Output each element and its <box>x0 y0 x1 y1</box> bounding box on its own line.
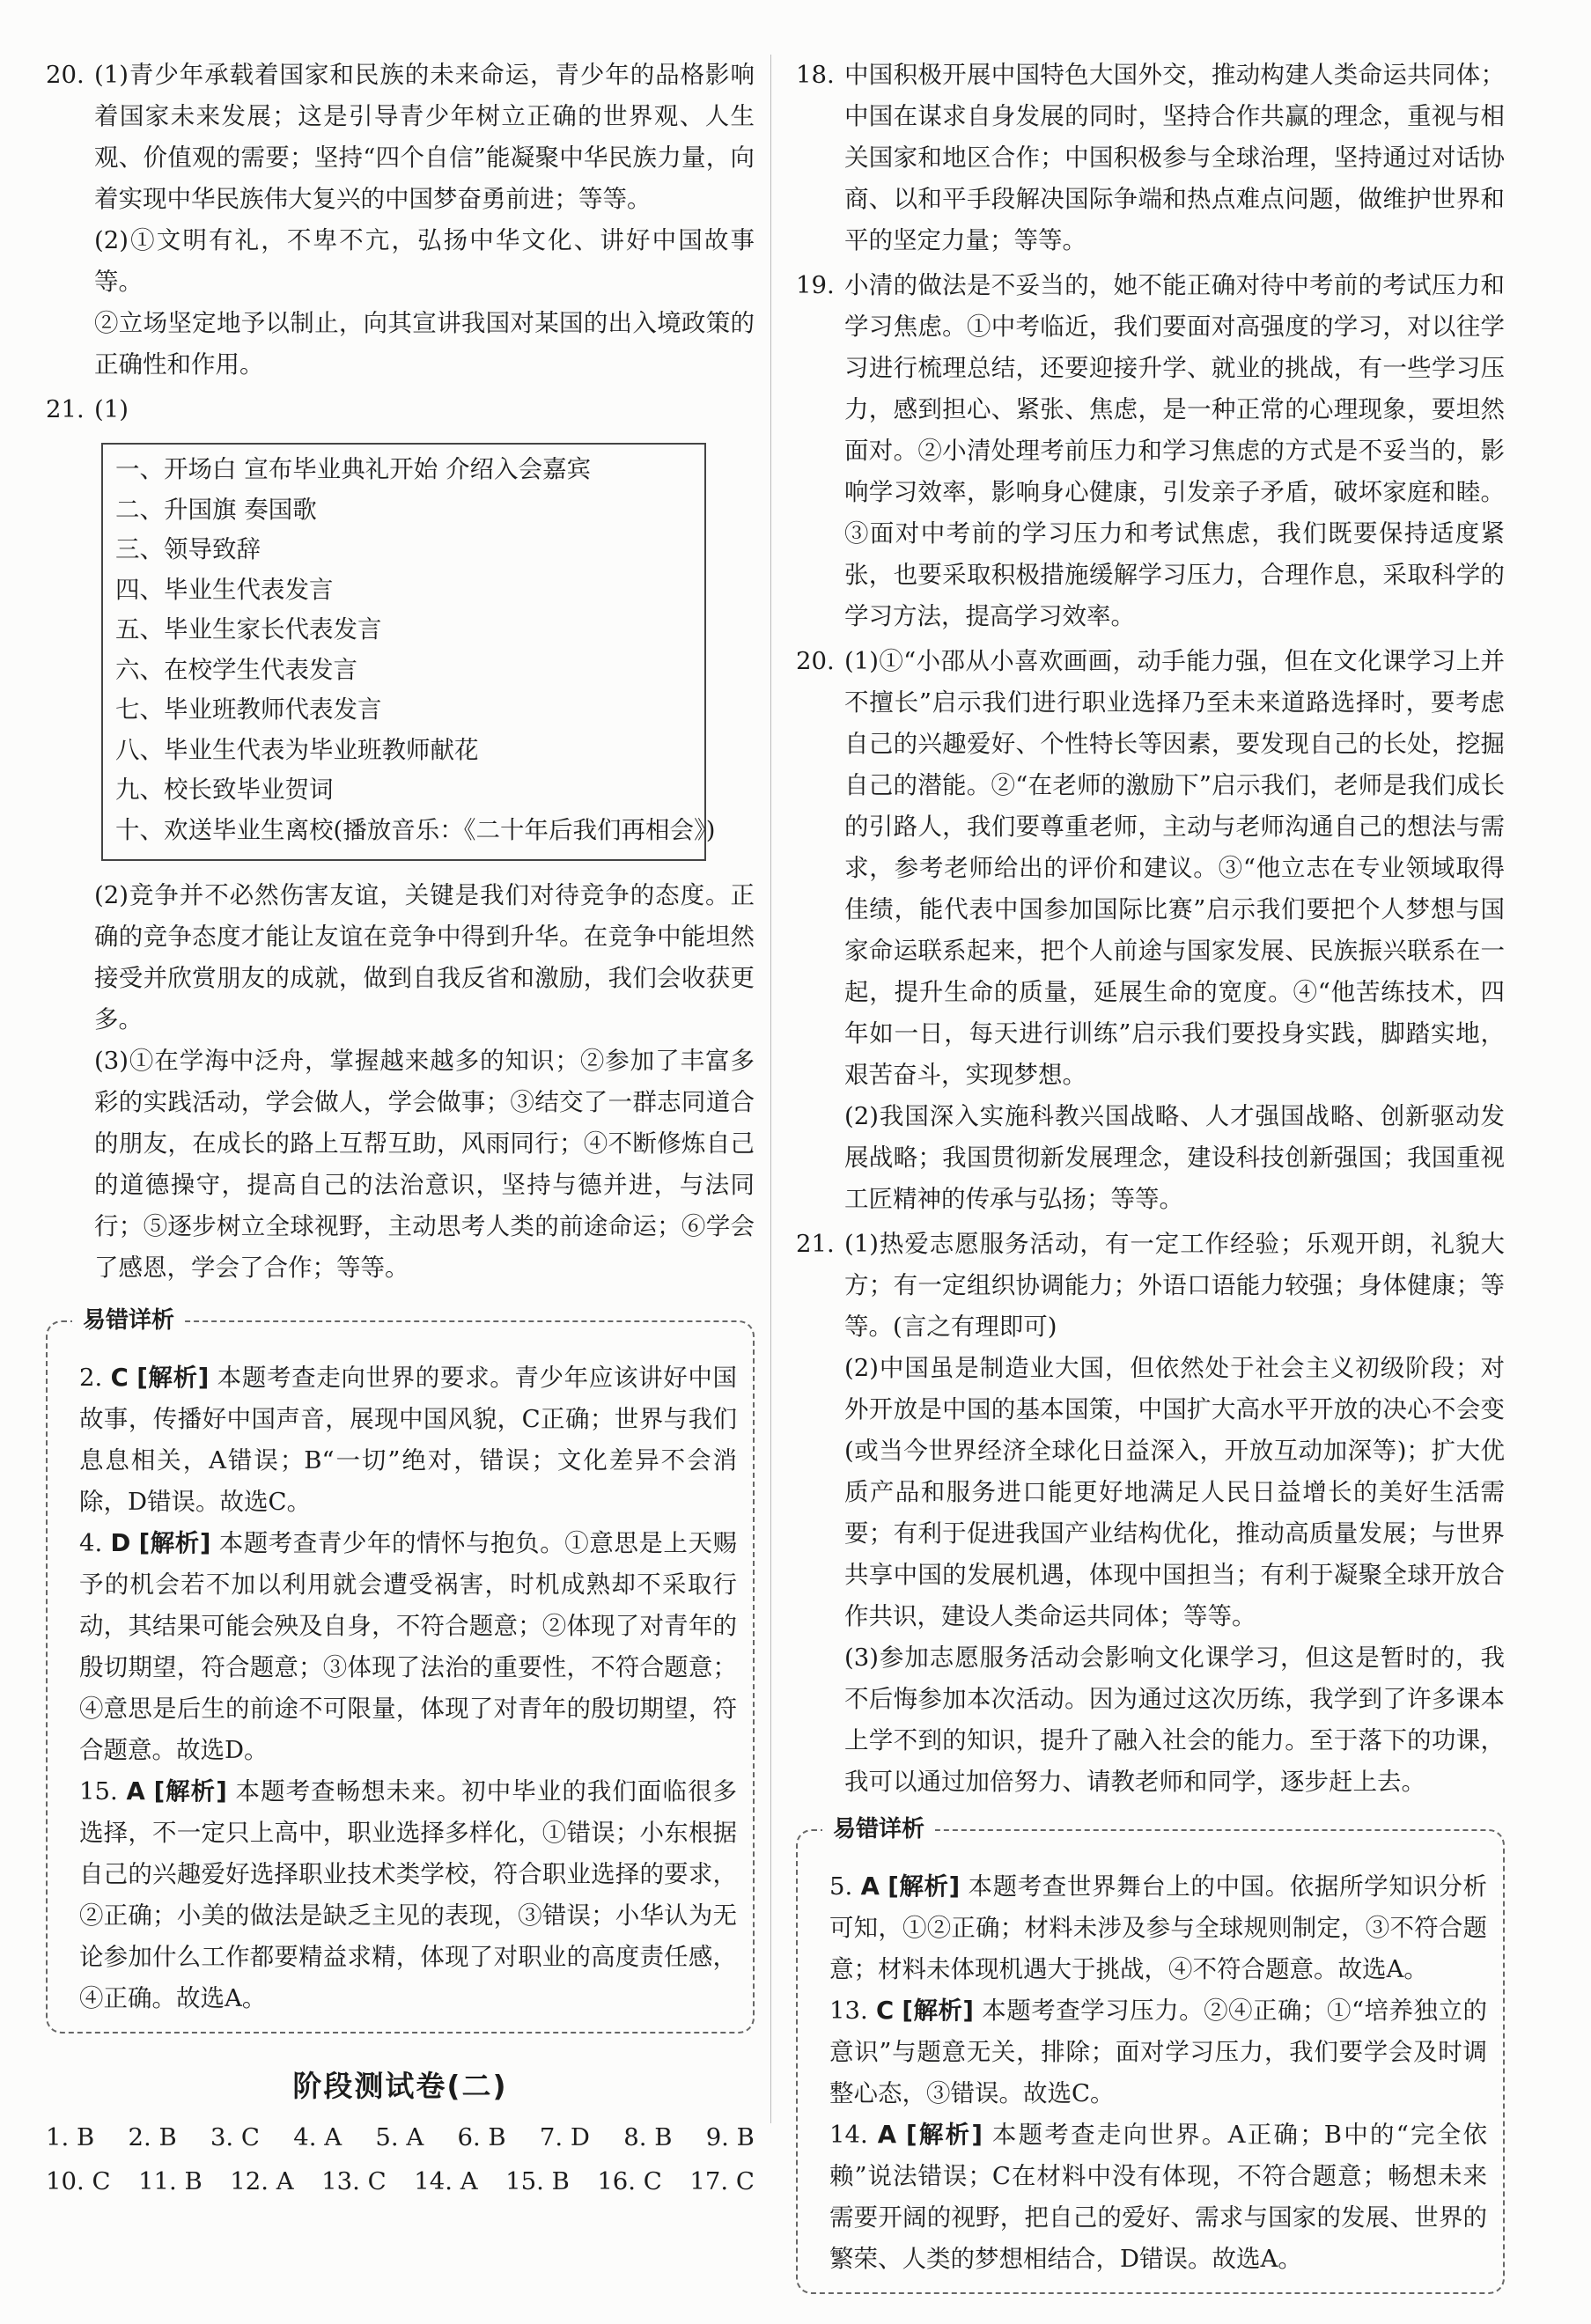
item-answer: D <box>110 1529 131 1557</box>
question-20-left <box>46 55 755 386</box>
program-item: 三、领导致辞 <box>115 535 261 563</box>
question-number: 20. <box>796 647 835 675</box>
program-item: 四、毕业生代表发言 <box>115 575 334 604</box>
answer-key-item: 15. B <box>505 2167 570 2195</box>
question-number: 20. <box>46 61 85 89</box>
answer-key-item: 16. C <box>597 2167 662 2195</box>
question-21-continued <box>46 875 755 1289</box>
question-20-right <box>796 641 1505 1220</box>
item-number: 5. <box>829 1872 853 1901</box>
answer-part-2: (2)我国深入实施科教兴国战略、人才强国战略、创新驱动发展战略；我国贯彻新发展理念，建设科技创新强国；我国重视工匠精神的传承与弘扬；等等。 <box>844 1102 1505 1213</box>
item-answer: A <box>126 1777 145 1806</box>
answer-key-item: 12. A <box>230 2167 294 2195</box>
question-21-left <box>46 389 755 430</box>
answer-key-item: 6. B <box>457 2123 506 2151</box>
answer-part-1-label: (1) <box>94 395 129 423</box>
answer-key-item: 1. B <box>46 2123 95 2151</box>
item-number: 4. <box>79 1529 103 1557</box>
item-text: 本题考查畅想未来。初中毕业的我们面临很多选择，不一定只上高中，职业选择多样化，①错误；小东根据自己的兴趣爱好选择职业技术类学校，符合职业选择的要求，②正确；小美的做法是缺乏主见的表现，③错误；小华认为无论参加什么工作都要精益求精，体现了对职业的高度责任感，④正确。故选A。 <box>79 1777 737 2012</box>
item-answer: A <box>877 2121 897 2149</box>
item-answer: C <box>875 1997 895 2025</box>
item-number: 13. <box>829 1997 868 2025</box>
answer-key-item: 11. B <box>138 2167 203 2195</box>
answer-key-item: 17. C <box>689 2167 755 2195</box>
answer-part-1: (1)青少年承载着国家和民族的未来命运，青少年的品格影响着国家未来发展；这是引导青少年树立正确的世界观、人生观、价值观的需要；坚持“四个自信”能凝聚中华民族力量，向着实现中华民族伟大复兴的中国梦奋勇前进；等等。 <box>94 61 755 213</box>
item-number: 14. <box>829 2121 868 2149</box>
analysis-tag: [解析] <box>136 1364 210 1392</box>
error-item <box>829 1866 1487 1990</box>
error-item <box>829 2114 1487 2280</box>
answer-part-2: (2)中国虽是制造业大国，但依然处于社会主义初级阶段；对外开放是中国的基本国策，中国扩大高水平开放的决心不会变(或当今世界经济全球化日益深入，开放互动加深等)；扩大优质产品和服务进口能更好地满足人民日益增长的美好生活需要；有利于促进我国产业结构优化，推动高质量发展；与世界共享中国的发展机遇，体现中国担当；有利于凝聚全球开放合作共识，建设人类命运共同体；等等。 <box>844 1354 1505 1630</box>
program-item: 二、升国旗 奏国歌 <box>115 495 317 524</box>
answer-key-item: 3. C <box>210 2123 260 2151</box>
answer-part-2: (2)①文明有礼，不卑不亢，弘扬中华文化、讲好中国故事等。 <box>94 226 755 296</box>
question-number: 21. <box>46 395 85 423</box>
question-18 <box>796 55 1505 261</box>
answer-part-3: (3)①在学海中泛舟，掌握越来越多的知识；②参加了丰富多彩的实践活动，学会做人，学会做事；③结交了一群志同道合的朋友，在成长的路上互帮互助，风雨同行；④不断修炼自己的道德操守，提高自己的法治意识，坚持与德并进，与法同行；⑤逐步树立全球视野，主动思考人类的前途命运；⑥学会了感恩，学会了合作；等等。 <box>94 1047 755 1282</box>
item-text: 本题考查学习压力。②④正确；①“培养独立的意识”与题意无关，排除；面对学习压力，我们要学会及时调整心态，③错误。故选C。 <box>829 1997 1487 2107</box>
analysis-tag: [解析] <box>902 1997 974 2025</box>
error-analysis-box-right <box>796 1816 1505 2294</box>
answer-part-1: (1)①“小邵从小喜欢画画，动手能力强，但在文化课学习上并不擅长”启示我们进行职业选择乃至未来道路选择时，要考虑自己的兴趣爱好、个性特长等因素，要发现自己的长处，挖掘自己的潜能。②“在老师的激励下”启示我们，老师是我们成长的引路人，我们要尊重老师，主动与老师沟通自己的想法与需求，参考老师给出的评价和建议。③“他立志在专业领域取得佳绩，能代表中国参加国际比赛”启示我们要把个人梦想与国家命运联系起来，把个人前途与国家发展、民族振兴联系在一起，提升生命的质量，延展生命的宽度。④“他苦练技术，四年如一日，每天进行训练”启示我们要投身实践，脚踏实地，艰苦奋斗，实现梦想。 <box>844 647 1505 1089</box>
answer-key-item: 5. A <box>375 2123 424 2151</box>
answer-key-item: 14. A <box>414 2167 478 2195</box>
error-item <box>829 1990 1487 2114</box>
error-analysis-box-left <box>46 1307 755 2034</box>
error-analysis-title: 易错详析 <box>72 1305 185 1335</box>
left-column <box>46 55 755 2203</box>
question-21-right <box>796 1224 1505 1803</box>
program-item: 十、欢送毕业生离校(播放音乐：《二十年后我们再相会》) <box>115 815 716 844</box>
answer-text: 中国积极开展中国特色大国外交，推动构建人类命运共同体；中国在谋求自身发展的同时，坚持合作共赢的理念，重视与相关国家和地区合作；中国积极参与全球治理，坚持通过对话协商、以和平手段解决国际争端和热点难点问题，做维护世界和平的坚定力量；等等。 <box>844 61 1505 254</box>
ceremony-program-box <box>101 443 716 861</box>
right-column <box>796 55 1505 2324</box>
answer-part-3: (3)参加志愿服务活动会影响文化课学习，但这是暂时的，我不后悔参加本次活动。因为通过这次历练，我学到了许多课本上学不到的知识，提升了融入社会的能力。至于落下的功课，我可以通过加倍努力、请教老师和同学，逐步赶上去。 <box>844 1644 1505 1796</box>
item-text: 本题考查走向世界。A正确；B中的“完全依赖”说法错误；C在材料中没有体现，不符合题意；畅想未来需要开阔的视野，把自己的爱好、需求与国家的发展、世界的繁荣、人类的梦想相结合，D错误。故选A。 <box>829 2121 1488 2273</box>
answer-key-item: 2. B <box>128 2123 177 2151</box>
program-item: 一、开场白 宣布毕业典礼开始 介绍入会嘉宾 <box>115 455 591 483</box>
section-title: 阶段测试卷(二) <box>292 2069 508 2103</box>
item-text: 本题考查走向世界的要求。青少年应该讲好中国故事，传播好中国声音，展现中国风貌，C正确；世界与我们息息相关，A错误；B“一切”绝对，错误；文化差异不会消除，D错误。故选C。 <box>79 1364 737 1516</box>
answer-key-row-1 <box>46 2115 755 2159</box>
answer-key-item: 8. B <box>623 2123 673 2151</box>
program-item: 七、毕业班教师代表发言 <box>115 695 382 724</box>
error-analysis-title: 易错详析 <box>822 1814 935 1844</box>
question-number: 21. <box>796 1230 835 1258</box>
program-item: 九、校长致毕业贺词 <box>115 776 334 804</box>
analysis-tag: [解析] <box>153 1777 227 1806</box>
answer-part-2b: ②立场坚定地予以制止，向其宣讲我国对某国的出入境政策的正确性和作用。 <box>94 309 755 379</box>
error-item <box>79 1357 737 1523</box>
question-number: 19. <box>796 271 835 299</box>
program-item: 八、毕业生代表为毕业班教师献花 <box>115 735 479 764</box>
question-19 <box>796 265 1505 637</box>
question-number: 18. <box>796 61 835 89</box>
answer-key-item: 7. D <box>539 2123 590 2151</box>
error-item <box>79 1771 737 2019</box>
analysis-tag: [解析] <box>138 1529 211 1557</box>
answer-text: 小清的做法是不妥当的，她不能正确对待中考前的考试压力和学习焦虑。①中考临近，我们要面对高强度的学习，对以往学习进行梳理总结，还要迎接升学、就业的挑战，有一些学习压力，感到担心、紧张、焦虑，是一种正常的心理现象，要坦然面对。②小清处理考前压力和学习焦虑的方式是不妥当的，影响学习效率，影响身心健康，引发亲子矛盾，破坏家庭和睦。③面对中考前的学习压力和考试焦虑，我们既要保持适度紧张，也要采取积极措施缓解学习压力，合理作息，采取科学的学习方法，提高学习效率。 <box>844 271 1505 630</box>
error-item <box>79 1523 737 1771</box>
answer-key-row-2 <box>46 2159 755 2203</box>
answer-key-item: 10. C <box>46 2167 111 2195</box>
analysis-tag: [解析] <box>906 2121 983 2149</box>
item-answer: A <box>860 1872 880 1901</box>
answer-key-item: 4. A <box>293 2123 343 2151</box>
analysis-tag: [解析] <box>888 1872 961 1901</box>
item-text: 本题考查青少年的情怀与抱负。①意思是上天赐予的机会若不加以利用就会遭受祸害，时机成熟却不采取行动，其结果可能会殃及自身，不符合题意；②体现了对青年的殷切期望，符合题意；③体现了法治的重要性，不符合题意；④意思是后生的前途不可限量，体现了对青年的殷切期望，符合题意。故选D。 <box>79 1529 737 1764</box>
item-text: 本题考查世界舞台上的中国。依据所学知识分析可知，①②正确；材料未涉及参与全球规则制定，③不符合题意；材料未体现机遇大于挑战，④不符合题意。故选A。 <box>829 1872 1487 1983</box>
answer-key-item: 13. C <box>321 2167 387 2195</box>
item-number: 2. <box>79 1364 103 1392</box>
item-answer: C <box>110 1364 129 1392</box>
answer-key-item: 9. B <box>705 2123 755 2151</box>
answer-part-2: (2)竞争并不必然伤害友谊，关键是我们对待竞争的态度。正确的竞争态度才能让友谊在竞争中得到升华。在竞争中能坦然接受并欣赏朋友的成就，做到自我反省和激励，我们会收获更多。 <box>94 881 755 1033</box>
program-item: 五、毕业生家长代表发言 <box>115 615 382 644</box>
column-divider <box>770 55 771 2123</box>
answer-part-1: (1)热爱志愿服务活动，有一定工作经验；乐观开朗，礼貌大方；有一定组织协调能力；外语口语能力较强；身体健康；等等。(言之有理即可) <box>844 1230 1505 1341</box>
item-number: 15. <box>79 1777 118 1806</box>
program-item: 六、在校学生代表发言 <box>115 655 357 684</box>
